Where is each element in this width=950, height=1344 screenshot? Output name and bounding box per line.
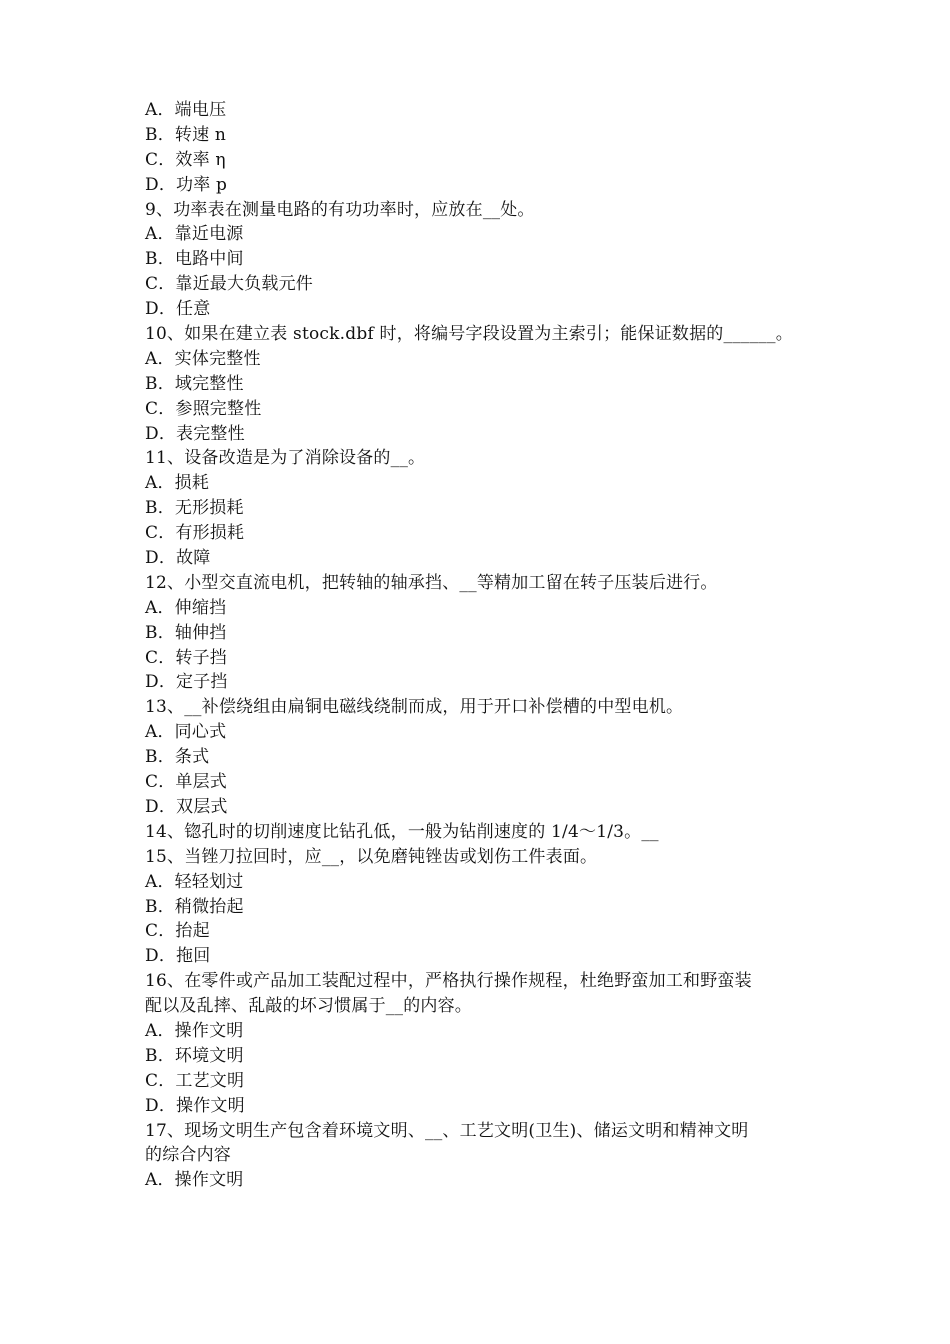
text-line: B．电路中间: [145, 249, 244, 270]
text-line: D．功率 p: [145, 174, 228, 195]
text-line: A．实体完整性: [145, 348, 261, 369]
text-line: C．效率 η: [145, 149, 226, 170]
text-line: A．损耗: [145, 473, 210, 494]
text-line: A．轻轻划过: [145, 871, 244, 892]
text-line: D．故障: [145, 548, 211, 569]
text-line: D．定子挡: [145, 672, 228, 693]
text-line: B．无形损耗: [145, 498, 244, 519]
question-list: [145, 98, 815, 1193]
text-line: 13、__补偿绕组由扁铜电磁线绕制而成，用于开口补偿槽的中型电机。: [145, 697, 684, 718]
text-line: 17、现场文明生产包含着环境文明、__、工艺文明(卫生)、储运文明和精神文明: [145, 1120, 749, 1141]
text-line: 11、设备改造是为了消除设备的__。: [145, 448, 426, 469]
text-line: C．转子挡: [145, 647, 228, 668]
text-line: D．双层式: [145, 796, 228, 817]
text-line: A．靠近电源: [145, 224, 244, 245]
text-line: C．参照完整性: [145, 398, 262, 419]
text-line: 10、如果在建立表 stock.dbf 时，将编号字段设置为主索引；能保证数据的______。: [145, 324, 793, 345]
text-line: 15、当锉刀拉回时，应__，以免磨钝锉齿或划伤工件表面。: [145, 846, 598, 867]
text-line: 的综合内容: [145, 1145, 231, 1166]
text-line: D．任意: [145, 299, 211, 320]
text-line: A．操作文明: [145, 1020, 244, 1041]
text-line: 配以及乱摔、乱敲的坏习惯属于__的内容。: [145, 996, 472, 1017]
text-line: B．稍微抬起: [145, 896, 244, 917]
text-line: 16、在零件或产品加工装配过程中，严格执行操作规程，杜绝野蛮加工和野蛮装: [145, 971, 752, 992]
text-line: A．同心式: [145, 722, 227, 743]
text-line: C．工艺文明: [145, 1070, 245, 1091]
text-line: B．轴伸挡: [145, 622, 227, 643]
text-line: 14、锪孔时的切削速度比钻孔低，一般为钻削速度的 1/4～1/3。__: [145, 821, 659, 842]
text-line: D．表完整性: [145, 423, 245, 444]
text-line: D．操作文明: [145, 1095, 245, 1116]
text-line: B．域完整性: [145, 373, 244, 394]
text-line: A．操作文明: [145, 1170, 244, 1191]
text-line: C．抬起: [145, 921, 210, 942]
text-line: C．靠近最大负载元件: [145, 274, 314, 295]
text-line: C．有形损耗: [145, 523, 245, 544]
text-line: B．条式: [145, 747, 210, 768]
text-line: D．拖回: [145, 946, 211, 967]
text-line: A．端电压: [145, 100, 227, 120]
text-line: B．转速 n: [145, 124, 227, 145]
text-line: 12、小型交直流电机，把转轴的轴承挡、__等精加工留在转子压装后进行。: [145, 572, 718, 593]
text-line: A．伸缩挡: [145, 597, 227, 618]
text-line: B．环境文明: [145, 1045, 244, 1066]
text-line: C．单层式: [145, 772, 228, 793]
text-line: 9、功率表在测量电路的有功功率时，应放在__处。: [145, 199, 535, 220]
